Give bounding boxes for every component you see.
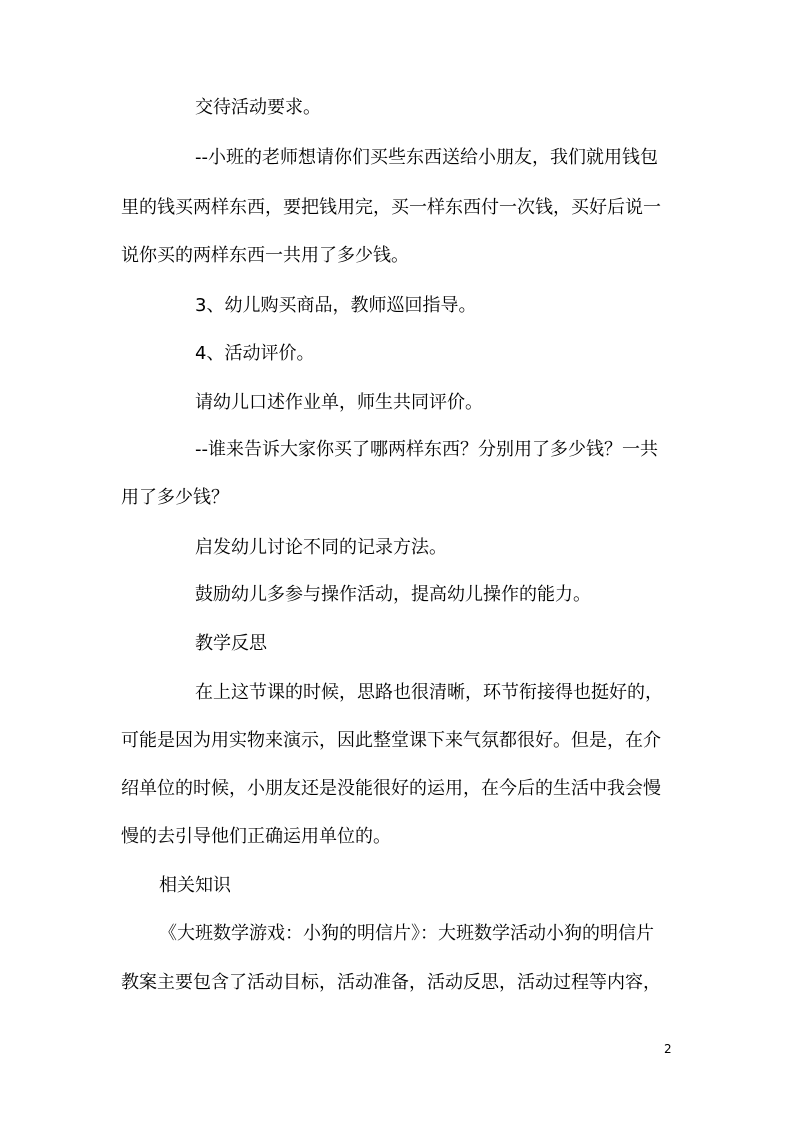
text-line-14: 可能是因为用实物来演示，因此整堂课下来气氛都很好。但是，在介: [121, 730, 661, 751]
text-line-12: 教学反思: [195, 633, 267, 654]
text-line-11: 鼓励幼儿多参与操作活动，提高幼儿操作的能力。: [195, 584, 591, 605]
text-line-2: --小班的老师想请你们买些东西送给小朋友，我们就用钱包: [195, 147, 658, 168]
text-line-1: 交待活动要求。: [195, 97, 321, 118]
text-line-5: 3、幼儿购买商品，教师巡回指导。: [195, 295, 477, 316]
text-line-10: 启发幼儿讨论不同的记录方法。: [195, 537, 447, 558]
page-number: 2: [664, 1042, 672, 1056]
text-line-8: --谁来告诉大家你买了哪两样东西？分别用了多少钱？一共: [195, 439, 658, 460]
text-line-3: 里的钱买两样东西，要把钱用完，买一样东西付一次钱，买好后说一: [121, 197, 661, 218]
text-line-9: 用了多少钱？: [121, 487, 229, 508]
text-line-15: 绍单位的时候，小朋友还是没能很好的运用，在今后的生活中我会慢: [121, 778, 661, 799]
text-line-13: 在上这节课的时候，思路也很清晰，环节衔接得也挺好的，: [195, 682, 663, 703]
text-line-4: 说你买的两样东西一共用了多少钱。: [121, 245, 409, 266]
text-line-18: 《大班数学游戏：小狗的明信片》：大班数学活动小狗的明信片: [159, 923, 654, 944]
text-line-6: 4、活动评价。: [195, 343, 315, 364]
text-line-16: 慢的去引导他们正确运用单位的。: [121, 826, 391, 847]
text-line-19: 教案主要包含了活动目标，活动准备，活动反思，活动过程等内容，: [121, 972, 661, 993]
text-line-17: 相关知识: [159, 875, 231, 896]
text-line-7: 请幼儿口述作业单，师生共同评价。: [195, 392, 483, 413]
